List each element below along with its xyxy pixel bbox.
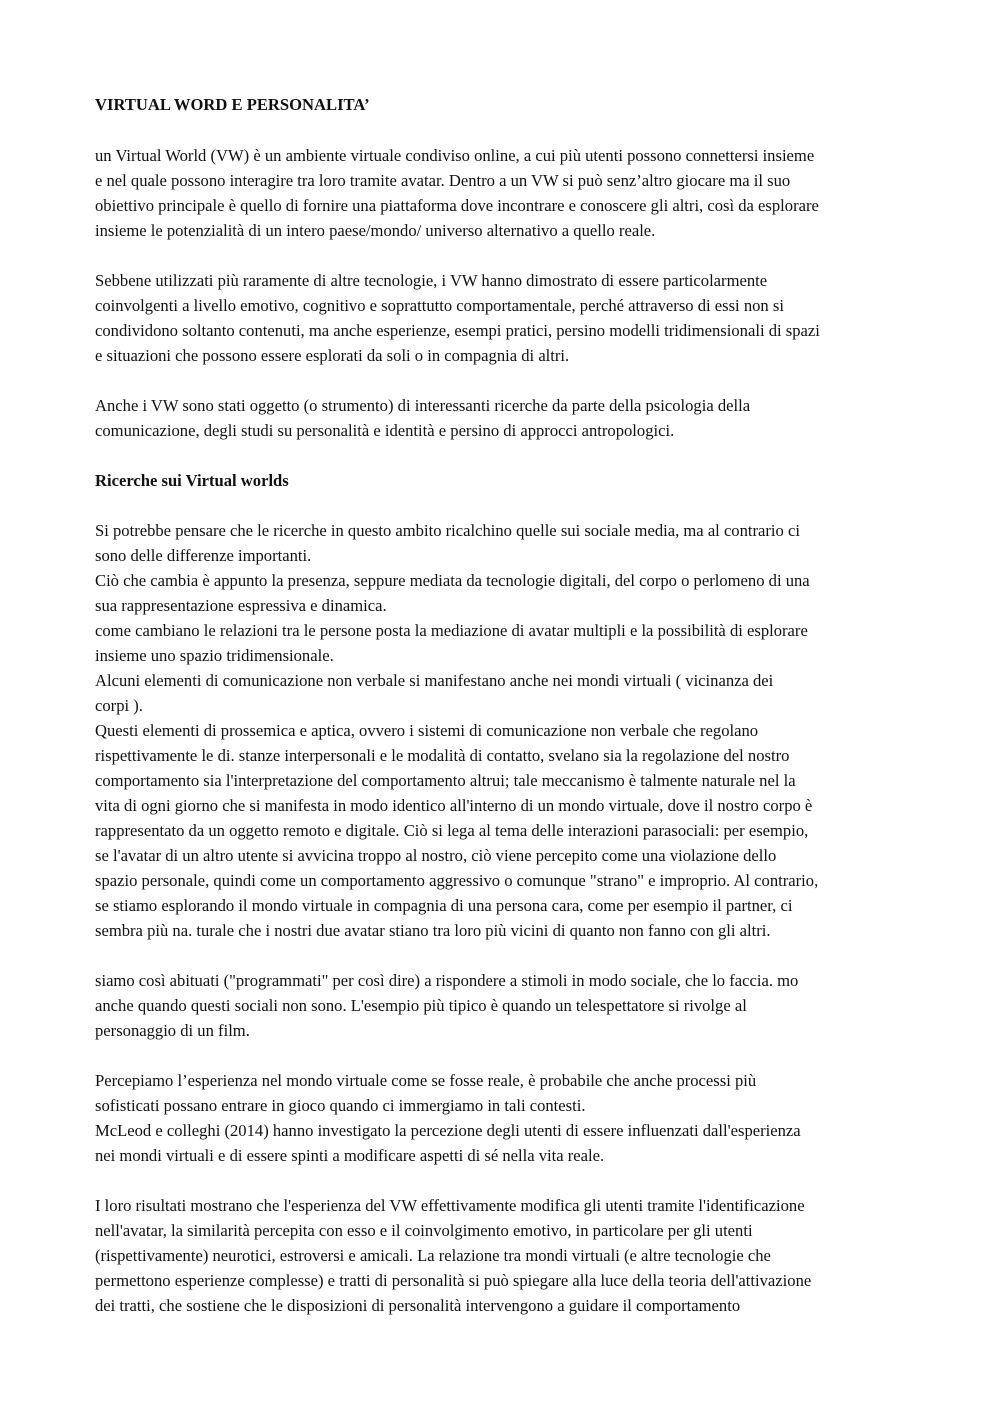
text-line: obiettivo principale è quello di fornire una piattaforma dove incontrare e conoscere gli altri, così da esplorare — [95, 196, 819, 215]
text-line: Alcuni elementi di comunicazione non verbale si manifestano anche nei mondi virtuali ( vicinanza dei — [95, 671, 774, 690]
text-line: corpi ). — [95, 696, 143, 715]
text-line: McLeod e colleghi (2014) hanno investigato la percezione degli utenti di essere influenzati dall'esperienza — [95, 1121, 801, 1140]
text-line: vita di ogni giorno che si manifesta in modo identico all'interno di un mondo virtuale, dove il nostro corpo è — [95, 796, 813, 815]
text-line: siamo così abituati ("programmati" per così dire) a rispondere a stimoli in modo sociale, che lo faccia. mo — [95, 971, 799, 990]
text-line: sofisticati possano entrare in gioco quando ci immergiamo in tali contesti. — [95, 1096, 586, 1115]
text-line: Anche i VW sono stati oggetto (o strumento) di interessanti ricerche da parte della psicologia della — [95, 396, 751, 415]
text-line: (rispettivamente) neurotici, estroversi e amicali. La relazione tra mondi virtuali (e altre tecnologie che — [95, 1246, 771, 1265]
text-line: se stiamo esplorando il mondo virtuale in compagnia di una persona cara, come per esempio il partner, ci — [95, 896, 793, 915]
section-heading: VIRTUAL WORD E PERSONALITA’ — [95, 95, 370, 114]
text-line: comportamento sia l'interpretazione del comportamento altrui; tale meccanismo è talmente naturale nel la — [95, 771, 796, 790]
text-line: e situazioni che possono essere esplorati da soli o in compagnia di altri. — [95, 346, 570, 365]
text-line: insieme uno spazio tridimensionale. — [95, 646, 334, 665]
text-line: rispettivamente le di. stanze interpersonali e le modalità di contatto, svelano sia la regolazione del nostro — [95, 746, 790, 765]
text-line: dei tratti, che sostiene che le disposizioni di personalità intervengono a guidare il comportamento — [95, 1296, 741, 1315]
text-line: Questi elementi di prossemica e aptica, ovvero i sistemi di comunicazione non verbale che regolano — [95, 721, 759, 740]
text-line: condividono soltanto contenuti, ma anche esperienze, esempi pratici, persino modelli tridimensionali di spazi — [95, 321, 820, 340]
text-line: personaggio di un film. — [95, 1021, 250, 1040]
text-line: coinvolgenti a livello emotivo, cognitivo e soprattutto comportamentale, perché attraverso di essi non si — [95, 296, 784, 315]
text-line: Si potrebbe pensare che le ricerche in questo ambito ricalchino quelle sui sociale media, ma al contrario ci — [95, 521, 800, 540]
text-line: come cambiano le relazioni tra le persone posta la mediazione di avatar multipli e la possibilità di esplorare — [95, 621, 808, 640]
text-line: anche quando questi sociali non sono. L'esempio più tipico è quando un telespettatore si rivolge al — [95, 996, 747, 1015]
text-line: sono delle differenze importanti. — [95, 546, 312, 565]
text-line: insieme le potenzialità di un intero paese/mondo/ universo alternativo a quello reale. — [95, 221, 656, 240]
section-heading: Ricerche sui Virtual worlds — [95, 471, 289, 490]
text-line: comunicazione, degli studi su personalità e identità e persino di approcci antropologici. — [95, 421, 675, 440]
text-line: e nel quale possono interagire tra loro tramite avatar. Dentro a un VW si può senz’altro giocare ma il suo — [95, 171, 791, 190]
text-line: se l'avatar di un altro utente si avvicina troppo al nostro, ciò viene percepito come una violazione dello — [95, 846, 777, 865]
text-line: nei mondi virtuali e di essere spinti a modificare aspetti di sé nella vita reale. — [95, 1146, 605, 1165]
text-line: Percepiamo l’esperienza nel mondo virtuale come se fosse reale, è probabile che anche processi più — [95, 1071, 757, 1090]
text-line: sembra più na. turale che i nostri due avatar stiano tra loro più vicini di quanto non fanno con gli altri. — [95, 921, 771, 940]
text-line: rappresentato da un oggetto remoto e digitale. Ciò si lega al tema delle interazioni parasociali: per esempio, — [95, 821, 809, 840]
text-line: Ciò che cambia è appunto la presenza, seppure mediata da tecnologie digitali, del corpo o perlomeno di una — [95, 571, 810, 590]
text-line: spazio personale, quindi come un comportamento aggressivo o comunque "strano" e improprio. Al contrario, — [95, 871, 819, 890]
text-line: I loro risultati mostrano che l'esperienza del VW effettivamente modifica gli utenti tramite l'identificazione — [95, 1196, 805, 1215]
text-line: sua rappresentazione espressiva e dinamica. — [95, 596, 387, 615]
text-line: Sebbene utilizzati più raramente di altre tecnologie, i VW hanno dimostrato di essere particolarmente — [95, 271, 768, 290]
text-line: nell'avatar, la similarità percepita con esso e il coinvolgimento emotivo, in particolare per gli utenti — [95, 1221, 753, 1240]
text-line: un Virtual World (VW) è un ambiente virtuale condiviso online, a cui più utenti possono connettersi insieme — [95, 146, 815, 165]
text-line: permettono esperienze complesse) e tratti di personalità si può spiegare alla luce della teoria dell'attivazione — [95, 1271, 812, 1290]
